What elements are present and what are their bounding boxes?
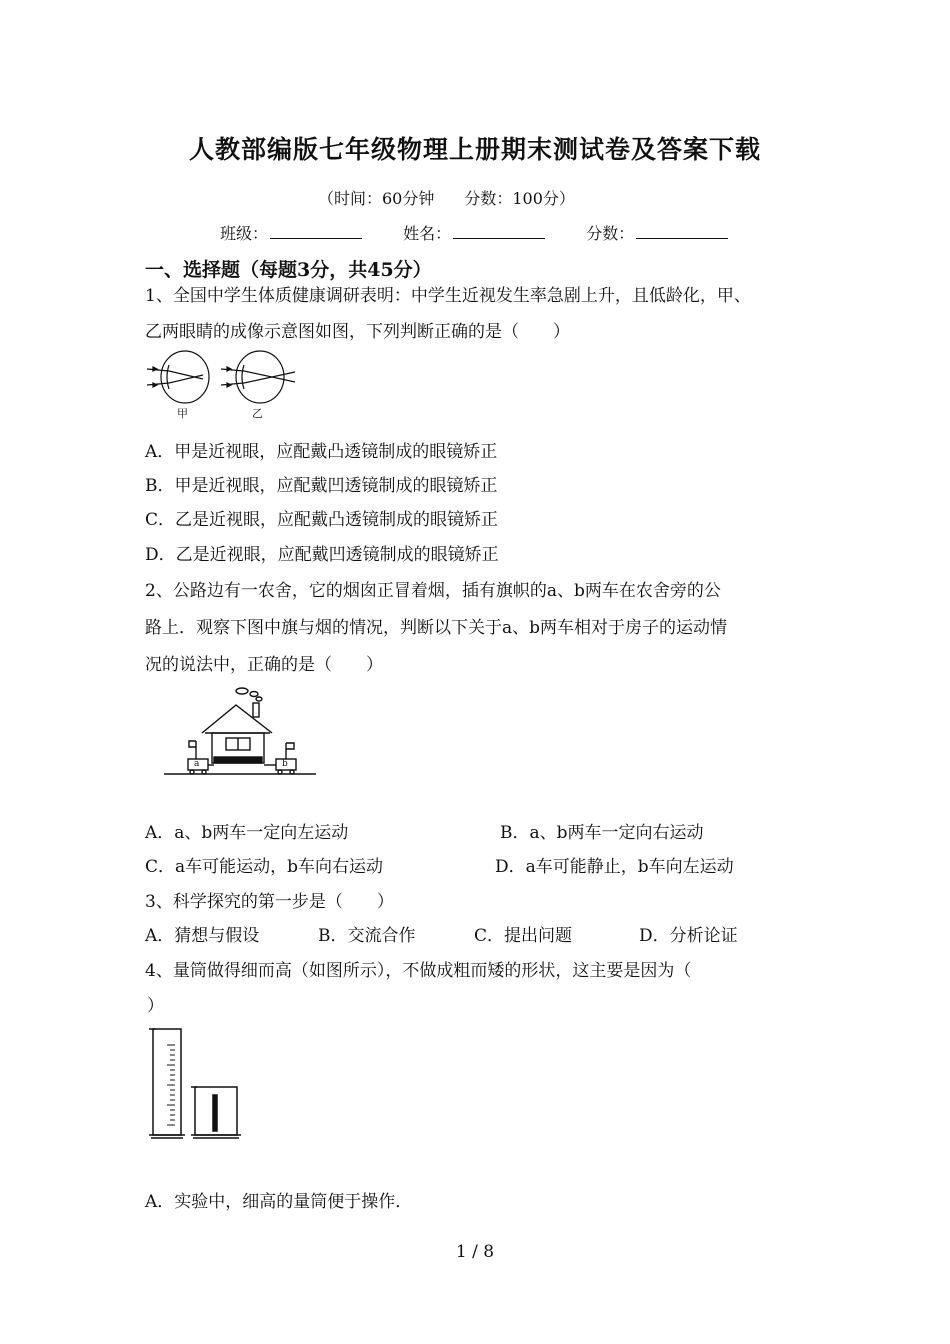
q3-text: 3、科学探究的第一步是（ ） bbox=[145, 892, 394, 912]
class-label: 班级： bbox=[220, 224, 269, 243]
q1-option-d[interactable]: D．乙是近视眼，应配戴凹透镜制成的眼镜矫正 bbox=[145, 545, 499, 565]
flag-a bbox=[189, 741, 196, 747]
q2-option-a[interactable]: A．a、b两车一定向左运动 bbox=[145, 823, 349, 843]
score-label: 分数： bbox=[586, 224, 635, 243]
house-cars-figure bbox=[160, 683, 320, 783]
short-cylinder-scale bbox=[213, 1095, 217, 1131]
chimney bbox=[253, 703, 259, 717]
eye-b-label: 乙 bbox=[252, 407, 263, 420]
q4-text-line2: ） bbox=[147, 996, 164, 1016]
exam-meta bbox=[318, 186, 605, 209]
q3-option-a[interactable]: A．猜想与假设 bbox=[145, 926, 260, 946]
eye-diagram-figure bbox=[145, 347, 305, 422]
measuring-cylinders-figure bbox=[145, 1025, 255, 1145]
q3-option-c[interactable]: C．提出问题 bbox=[474, 926, 573, 946]
q3-option-b[interactable]: B．交流合作 bbox=[318, 926, 416, 946]
eye-b-lens bbox=[242, 365, 244, 389]
name-blank[interactable] bbox=[453, 224, 545, 239]
q2-option-d[interactable]: D．a车可能静止，b车向左运动 bbox=[495, 857, 734, 877]
class-blank[interactable] bbox=[270, 224, 362, 239]
eye-a-lens bbox=[167, 365, 169, 389]
q1-text-line2: 乙两眼睛的成像示意图如图，下列判断正确的是（ ） bbox=[145, 322, 570, 342]
smoke-puff bbox=[236, 688, 248, 694]
exam-total-score: 分数：100分） bbox=[464, 189, 575, 208]
q2-option-b[interactable]: B．a、b两车一定向右运动 bbox=[500, 823, 704, 843]
page-number: 1 / 8 bbox=[455, 1242, 495, 1262]
tall-cylinder-scale bbox=[167, 1045, 175, 1125]
house-roof bbox=[202, 705, 272, 733]
q3-option-d[interactable]: D．分析论证 bbox=[639, 926, 738, 946]
section-heading: 一、选择题（每题3分，共45分） bbox=[145, 259, 432, 281]
q1-option-b[interactable]: B．甲是近视眼，应配戴凹透镜制成的眼镜矫正 bbox=[145, 476, 498, 496]
car-b-label: b bbox=[282, 759, 288, 769]
flag-b bbox=[286, 743, 294, 749]
eye-b-outline bbox=[236, 351, 284, 403]
car-a-label: a bbox=[194, 759, 200, 769]
score-blank[interactable] bbox=[636, 224, 728, 239]
document-title: 人教部编版七年级物理上册期末测试卷及答案下载 bbox=[188, 135, 761, 164]
eye-a-label: 甲 bbox=[177, 407, 188, 420]
q4-text-line1: 4、量筒做得细而高（如图所示），不做成粗而矮的形状，这主要是因为（ bbox=[145, 961, 692, 981]
q2-text-line3: 况的说法中，正确的是（ ） bbox=[145, 655, 383, 675]
q4-option-a[interactable]: A．实验中，细高的量筒便于操作． bbox=[145, 1192, 413, 1212]
q1-option-c[interactable]: C．乙是近视眼，应配戴凸透镜制成的眼镜矫正 bbox=[145, 510, 499, 530]
eye-a-outline bbox=[161, 351, 209, 403]
q2-text-line2: 路上．观察下图中旗与烟的情况，判断以下关于a、b两车相对于房子的运动情 bbox=[145, 618, 728, 638]
name-label: 姓名： bbox=[403, 224, 452, 243]
q1-text-line1: 1、全国中学生体质健康调研表明：中学生近视发生率急剧上升，且低龄化，甲、 bbox=[145, 286, 751, 306]
q2-option-c[interactable]: C．a车可能运动，b车向右运动 bbox=[145, 857, 384, 877]
student-fields bbox=[220, 221, 764, 244]
q1-option-a[interactable]: A．甲是近视眼，应配戴凸透镜制成的眼镜矫正 bbox=[145, 442, 498, 462]
q2-text-line1: 2、公路边有一农舍，它的烟囱正冒着烟，插有旗帜的a、b两车在农舍旁的公 bbox=[145, 581, 721, 601]
exam-time: （时间：60分钟 bbox=[318, 189, 435, 208]
